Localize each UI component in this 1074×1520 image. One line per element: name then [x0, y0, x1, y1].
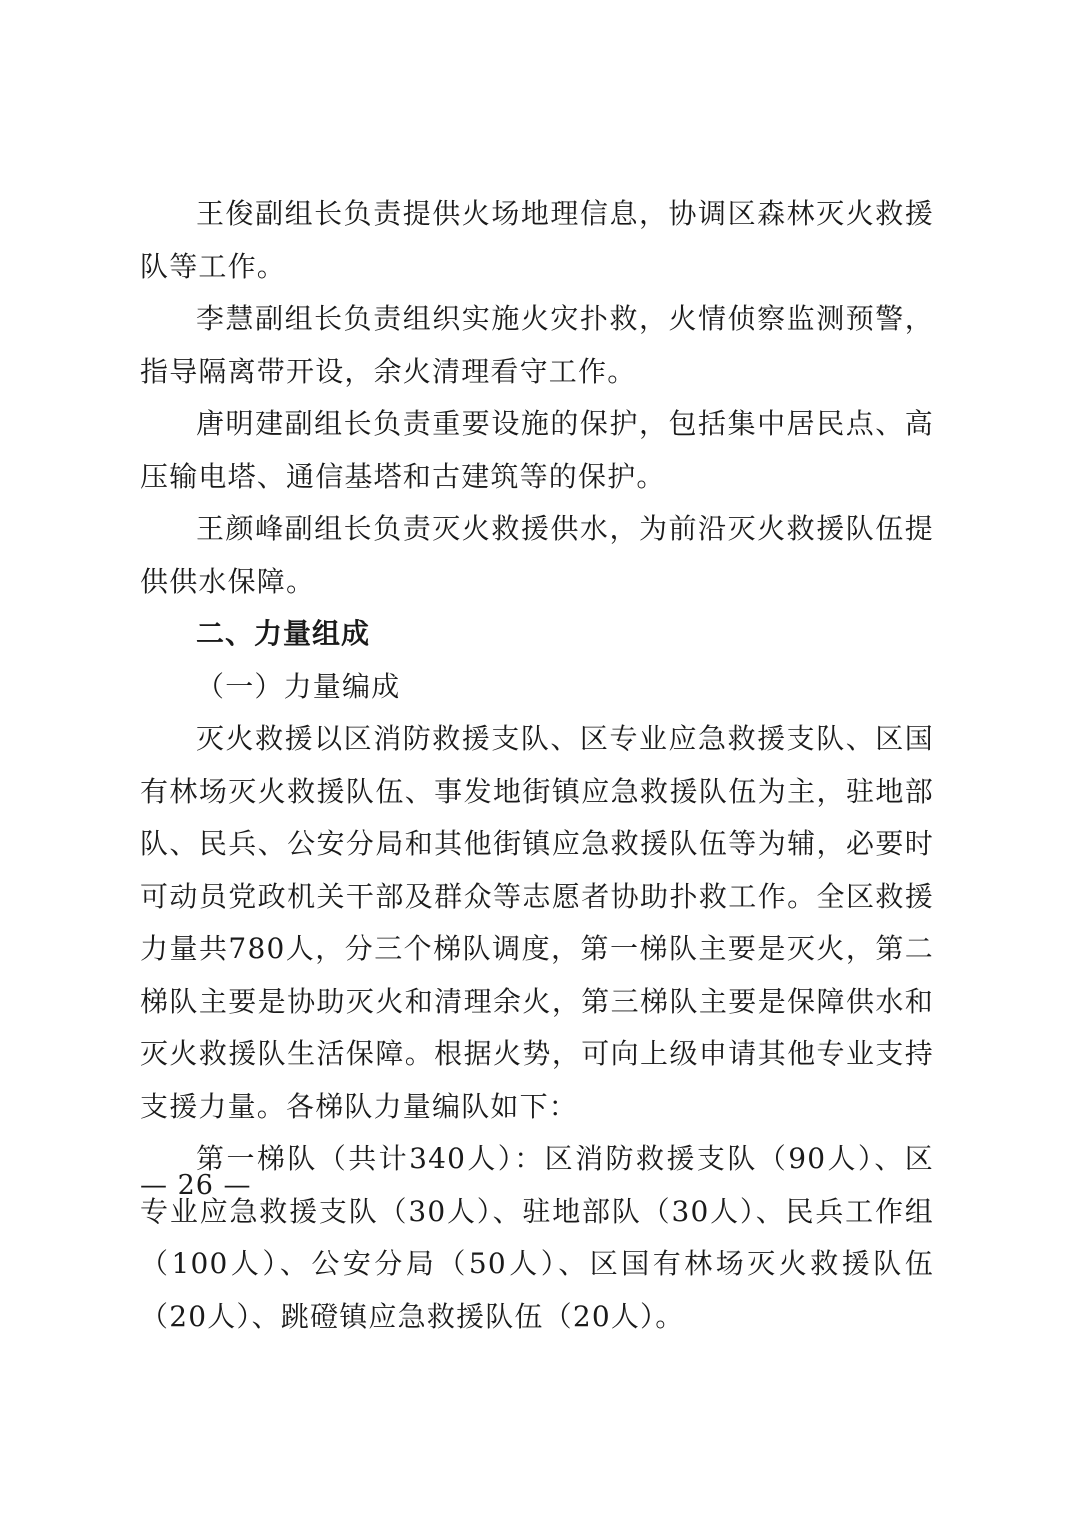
paragraph-force-overview: 灭火救援以区消防救援支队、区专业应急救援支队、区国有林场灭火救援队伍、事发地街镇应急救援队伍为主，驻地部队、民兵、公安分局和其他街镇应急救援队伍等为辅，必要时可动员党政机关干部及群众等志愿者协助扑救工作。全区救援力量共780人，分三个梯队调度，第一梯队主要是灭火，第二梯队主要是协助灭火和清理余火，第三梯队主要是保障供水和灭火救援队生活保障。根据火势，可向上级申请其他专业支持支援力量。各梯队力量编队如下： — [140, 722, 934, 1123]
paragraph-li-hui: 李慧副组长负责组织实施火灾扑救，火情侦察监测预警，指导隔离带开设，余火清理看守工作。 — [140, 302, 934, 388]
section-heading-force-composition: 二、力量组成 — [196, 617, 371, 650]
subsection-heading-force-formation: （一）力量编成 — [196, 669, 401, 703]
paragraph-tang-mingjian: 唐明建副组长负责重要设施的保护，包括集中居民点、高压输电塔、通信基塔和古建筑等的保护。 — [140, 407, 934, 493]
paragraph-first-echelon: 第一梯队（共计340人）：区消防救援支队（90人）、区专业应急救援支队（30人）、驻地部队（30人）、民兵工作组（100人）、公安分局（50人）、区国有林场灭火救援队伍（20人）、跳磴镇应急救援队伍（20人）。 — [140, 1142, 934, 1333]
paragraph-wang-yanfeng: 王颜峰副组长负责灭火救援供水，为前沿灭火救援队伍提供供水保障。 — [140, 512, 934, 598]
document-body — [140, 188, 934, 1343]
page-number: — 26 — — [140, 1170, 252, 1201]
paragraph-wang-jun: 王俊副组长负责提供火场地理信息，协调区森林灭火救援队等工作。 — [140, 197, 934, 283]
